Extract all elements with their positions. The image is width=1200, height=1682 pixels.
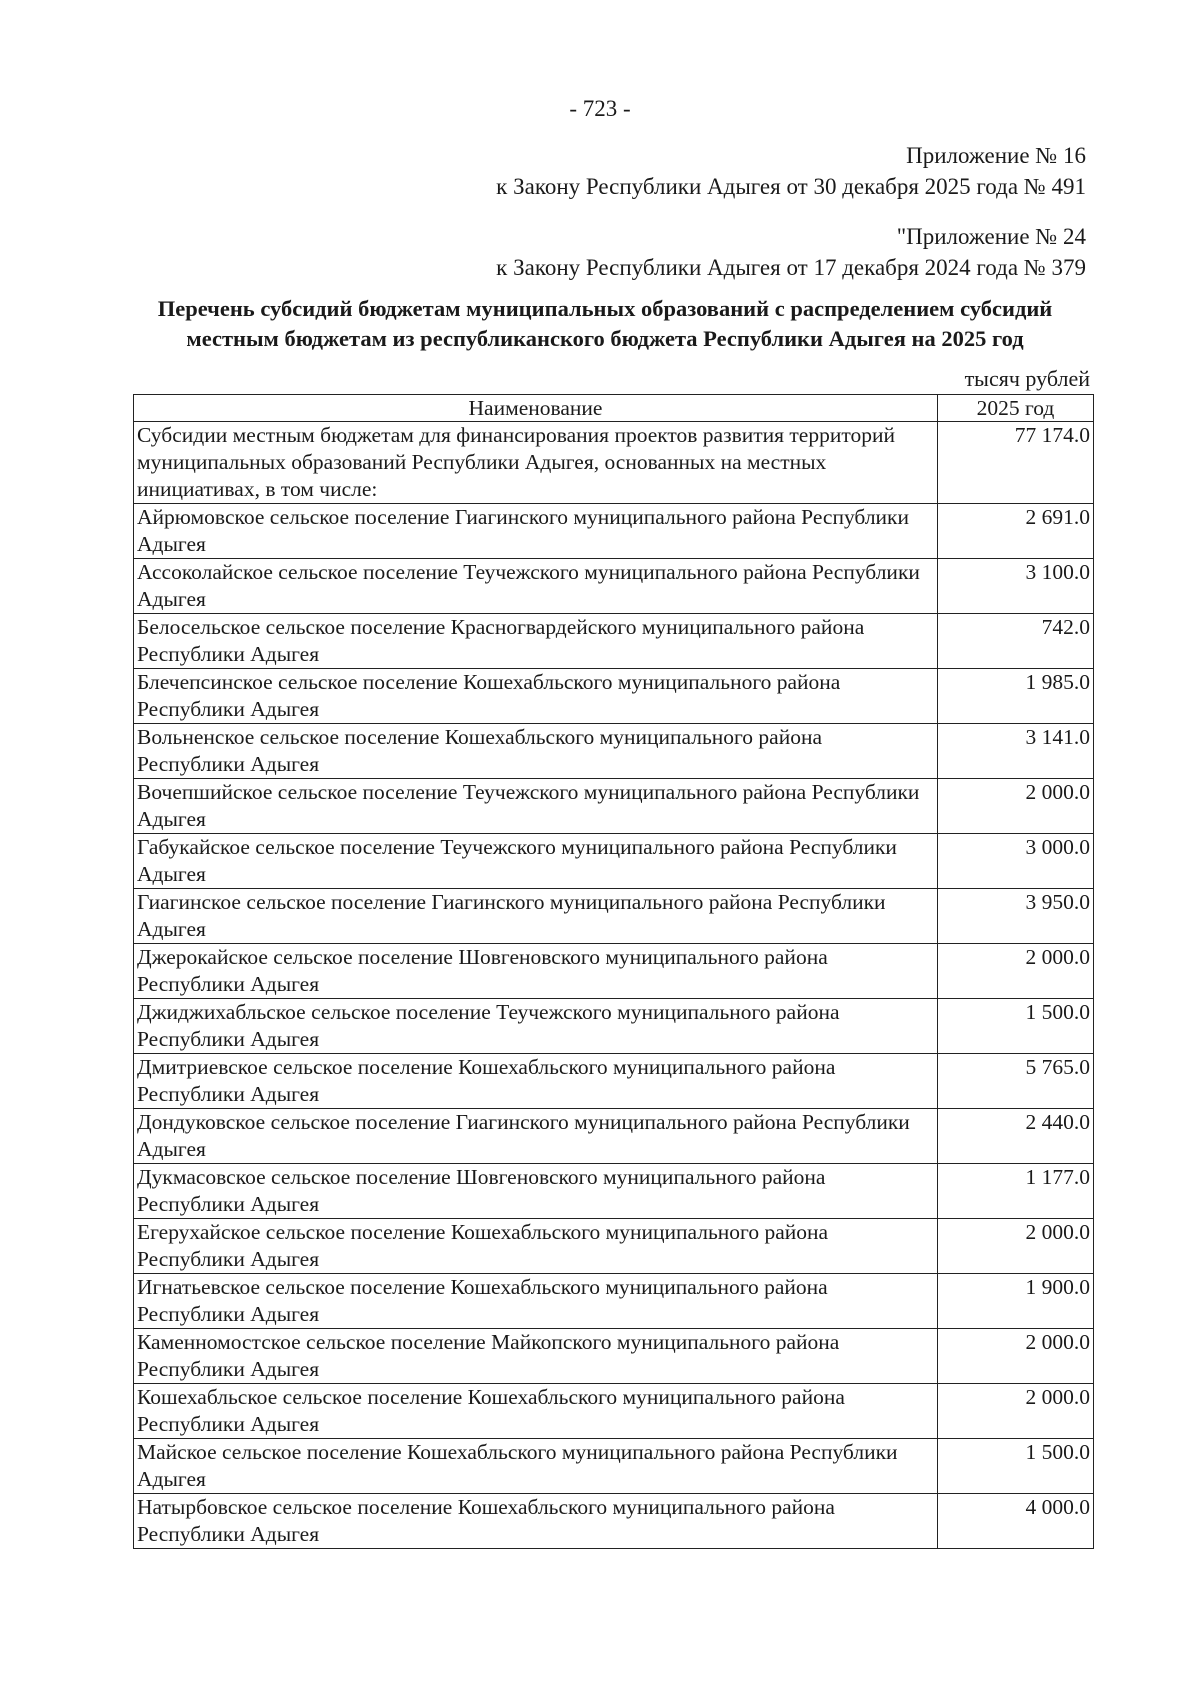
subsidy-table (133, 394, 1094, 1549)
subsidy-value-cell: 2 000.0 (938, 1219, 1094, 1274)
table-row (134, 1329, 1094, 1384)
settlement-name-cell: Ассоколайское сельское поселение Теучежского муниципального района Республики Адыгея (134, 559, 938, 614)
document-title (120, 294, 1090, 354)
subsidy-value-cell: 3 100.0 (938, 559, 1094, 614)
appendix-previous-law: к Закону Республики Адыгея от 17 декабря 2024 года № 379 (496, 255, 1086, 280)
total-row (134, 422, 1094, 504)
table-row (134, 669, 1094, 724)
table-row (134, 834, 1094, 889)
subsidy-value-cell: 4 000.0 (938, 1494, 1094, 1549)
settlement-name-cell: Белосельское сельское поселение Красногвардейского муниципального района Республики Адыгея (134, 614, 938, 669)
table-row (134, 1384, 1094, 1439)
settlement-name-cell: Каменномостское сельское поселение Майкопского муниципального района Республики Адыгея (134, 1329, 938, 1384)
table-row (134, 889, 1094, 944)
settlement-name-cell: Игнатьевское сельское поселение Кошехабльского муниципального района Республики Адыгея (134, 1274, 938, 1329)
document-title-line-1: Перечень субсидий бюджетам муниципальных образований с распределением субсидий (157, 296, 1053, 321)
table-row (134, 779, 1094, 834)
subsidy-value-cell: 3 141.0 (938, 724, 1094, 779)
subsidy-value-cell: 3 950.0 (938, 889, 1094, 944)
table-row (134, 1109, 1094, 1164)
settlement-name-cell: Вольненское сельское поселение Кошехабльского муниципального района Республики Адыгея (134, 724, 938, 779)
settlement-name-cell: Кошехабльское сельское поселение Кошехабльского муниципального района Республики Адыгея (134, 1384, 938, 1439)
table-row (134, 1054, 1094, 1109)
subsidy-value-cell: 2 691.0 (938, 504, 1094, 559)
appendix-previous (496, 221, 1086, 283)
settlement-name-cell: Дмитриевское сельское поселение Кошехабльского муниципального района Республики Адыгея (134, 1054, 938, 1109)
settlement-name-cell: Натырбовское сельское поселение Кошехабльского муниципального района Республики Адыгея (134, 1494, 938, 1549)
table-row (134, 1494, 1094, 1549)
appendix-previous-number: "Приложение № 24 (896, 224, 1086, 249)
subsidy-value-cell: 2 000.0 (938, 1384, 1094, 1439)
subsidy-value-cell: 2 000.0 (938, 779, 1094, 834)
settlement-name-cell: Майское сельское поселение Кошехабльского муниципального района Республики Адыгея (134, 1439, 938, 1494)
table-row (134, 1439, 1094, 1494)
table-row (134, 614, 1094, 669)
subsidy-value-cell: 1 500.0 (938, 1439, 1094, 1494)
subsidy-value-cell: 5 765.0 (938, 1054, 1094, 1109)
settlement-name-cell: Вочепшийское сельское поселение Теучежского муниципального района Республики Адыгея (134, 779, 938, 834)
total-name-cell: Субсидии местным бюджетам для финансирования проектов развития территорий муниципальных образований Республики Адыгея, основанных на местных инициативах, в том числе: (134, 422, 938, 504)
page-number: - 723 - (569, 96, 631, 121)
subsidy-value-cell: 1 985.0 (938, 669, 1094, 724)
subsidy-value-cell: 2 000.0 (938, 1329, 1094, 1384)
table-row (134, 944, 1094, 999)
table-row (134, 724, 1094, 779)
table-row (134, 559, 1094, 614)
table-row (134, 1274, 1094, 1329)
appendix-current (496, 140, 1086, 202)
settlement-name-cell: Гиагинское сельское поселение Гиагинского муниципального района Республики Адыгея (134, 889, 938, 944)
table-row (134, 999, 1094, 1054)
settlement-name-cell: Джерокайское сельское поселение Шовгеновского муниципального района Республики Адыгея (134, 944, 938, 999)
table-row (134, 1164, 1094, 1219)
column-header-year: 2025 год (938, 395, 1094, 422)
settlement-name-cell: Габукайское сельское поселение Теучежского муниципального района Республики Адыгея (134, 834, 938, 889)
total-value-cell: 77 174.0 (938, 422, 1094, 504)
settlement-name-cell: Джиджихабльское сельское поселение Теучежского муниципального района Республики Адыгея (134, 999, 938, 1054)
settlement-name-cell: Дондуковское сельское поселение Гиагинского муниципального района Республики Адыгея (134, 1109, 938, 1164)
settlement-name-cell: Дукмасовское сельское поселение Шовгеновского муниципального района Республики Адыгея (134, 1164, 938, 1219)
table-row (134, 504, 1094, 559)
settlement-name-cell: Блечепсинское сельское поселение Кошехабльского муниципального района Республики Адыгея (134, 669, 938, 724)
subsidy-value-cell: 1 177.0 (938, 1164, 1094, 1219)
settlement-name-cell: Егерухайское сельское поселение Кошехабльского муниципального района Республики Адыгея (134, 1219, 938, 1274)
table-row (134, 1219, 1094, 1274)
subsidy-value-cell: 3 000.0 (938, 834, 1094, 889)
appendix-current-number: Приложение № 16 (906, 143, 1086, 168)
subsidy-value-cell: 2 000.0 (938, 944, 1094, 999)
appendix-current-law: к Закону Республики Адыгея от 30 декабря 2025 года № 491 (496, 174, 1086, 199)
subsidy-value-cell: 742.0 (938, 614, 1094, 669)
document-title-line-2: местным бюджетам из республиканского бюджета Республики Адыгея на 2025 год (186, 326, 1024, 351)
subsidy-value-cell: 2 440.0 (938, 1109, 1094, 1164)
units-label: тысяч рублей (964, 366, 1090, 391)
settlement-name-cell: Айрюмовское сельское поселение Гиагинского муниципального района Республики Адыгея (134, 504, 938, 559)
column-header-name: Наименование (134, 395, 938, 422)
subsidy-value-cell: 1 900.0 (938, 1274, 1094, 1329)
table-header-row (134, 395, 1094, 422)
subsidy-value-cell: 1 500.0 (938, 999, 1094, 1054)
